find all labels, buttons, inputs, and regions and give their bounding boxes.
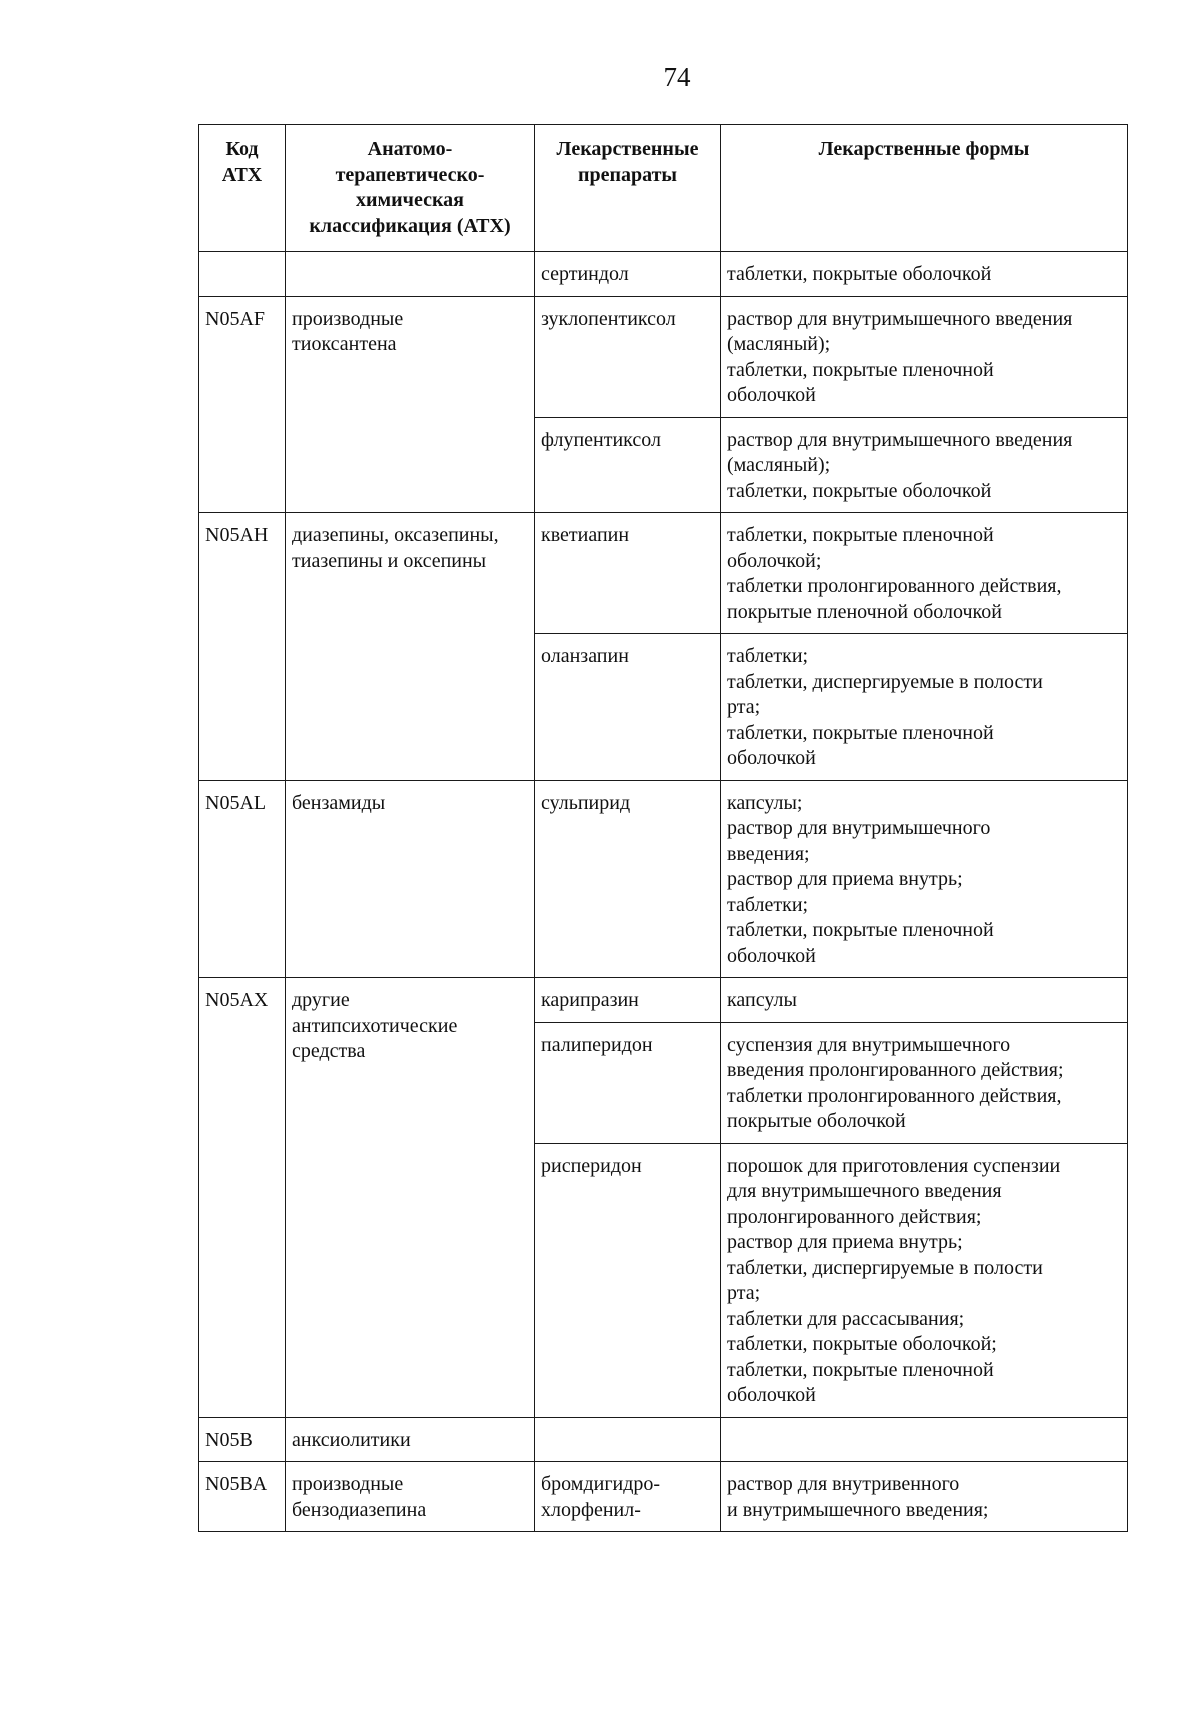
table-row [199,978,1128,1023]
cell-code: N05AL [199,780,286,978]
cell-drug: кветиапин [535,513,721,634]
cell-classification: бензамиды [286,780,535,978]
cell-code: N05AH [199,513,286,781]
cell-classification: производные бензодиазепина [286,1462,535,1532]
cell-forms: раствор для внутримышечного введения (масляный); таблетки, покрытые оболочкой [721,417,1128,513]
cell-code: N05BA [199,1462,286,1532]
table-row [199,513,1128,634]
cell-drug: палиперидон [535,1022,721,1143]
table-row [199,252,1128,297]
cell-code: N05B [199,1417,286,1462]
header-forms: Лекарственные формы [721,125,1128,252]
cell-drug: карипразин [535,978,721,1023]
cell-forms: суспензия для внутримышечного введения пролонгированного действия; таблетки пролонгированного действия, покрытые оболочкой [721,1022,1128,1143]
cell-forms: таблетки; таблетки, диспергируемые в полости рта; таблетки, покрытые пленочной оболочкой [721,634,1128,781]
header-code: Код АТХ [199,125,286,252]
table-row [199,780,1128,978]
atx-drug-table [198,124,1128,1532]
table-header-row [199,125,1128,252]
table-row [199,1417,1128,1462]
cell-drug: сертиндол [535,252,721,297]
header-drugs: Лекарственные препараты [535,125,721,252]
cell-classification: другие антипсихотические средства [286,978,535,1418]
cell-forms: порошок для приготовления суспензии для внутримышечного введения пролонгированного действия; раствор для приема внутрь; таблетки, диспергируемые в полости рта; таблетки для рассасывания; таблетки, покрытые оболочкой; таблетки, покрытые пленочной оболочкой [721,1143,1128,1417]
cell-classification: анксиолитики [286,1417,535,1462]
cell-forms: капсулы [721,978,1128,1023]
cell-forms: раствор для внутримышечного введения (масляный); таблетки, покрытые пленочной оболочкой [721,296,1128,417]
cell-classification: диазепины, оксазепины, тиазепины и оксепины [286,513,535,781]
table-row [199,296,1128,417]
cell-code: N05AX [199,978,286,1418]
table-row [199,1462,1128,1532]
cell-classification [286,252,535,297]
cell-code [199,252,286,297]
cell-drug [535,1417,721,1462]
cell-forms: раствор для внутривенного и внутримышечного введения; [721,1462,1128,1532]
page-number: 74 [663,62,691,92]
cell-drug: оланзапин [535,634,721,781]
cell-classification: производные тиоксантена [286,296,535,513]
cell-forms [721,1417,1128,1462]
cell-forms: таблетки, покрытые оболочкой [721,252,1128,297]
cell-forms: таблетки, покрытые пленочной оболочкой; таблетки пролонгированного действия, покрытые пленочной оболочкой [721,513,1128,634]
cell-drug: бромдигидро- хлорфенил- [535,1462,721,1532]
cell-drug: флупентиксол [535,417,721,513]
cell-drug: зуклопентиксол [535,296,721,417]
cell-drug: сульпирид [535,780,721,978]
cell-forms: капсулы; раствор для внутримышечного введения; раствор для приема внутрь; таблетки; таблетки, покрытые пленочной оболочкой [721,780,1128,978]
cell-code: N05AF [199,296,286,513]
header-classification: Анатомо- терапевтическо- химическая классификация (АТХ) [286,125,535,252]
cell-drug: рисперидон [535,1143,721,1417]
